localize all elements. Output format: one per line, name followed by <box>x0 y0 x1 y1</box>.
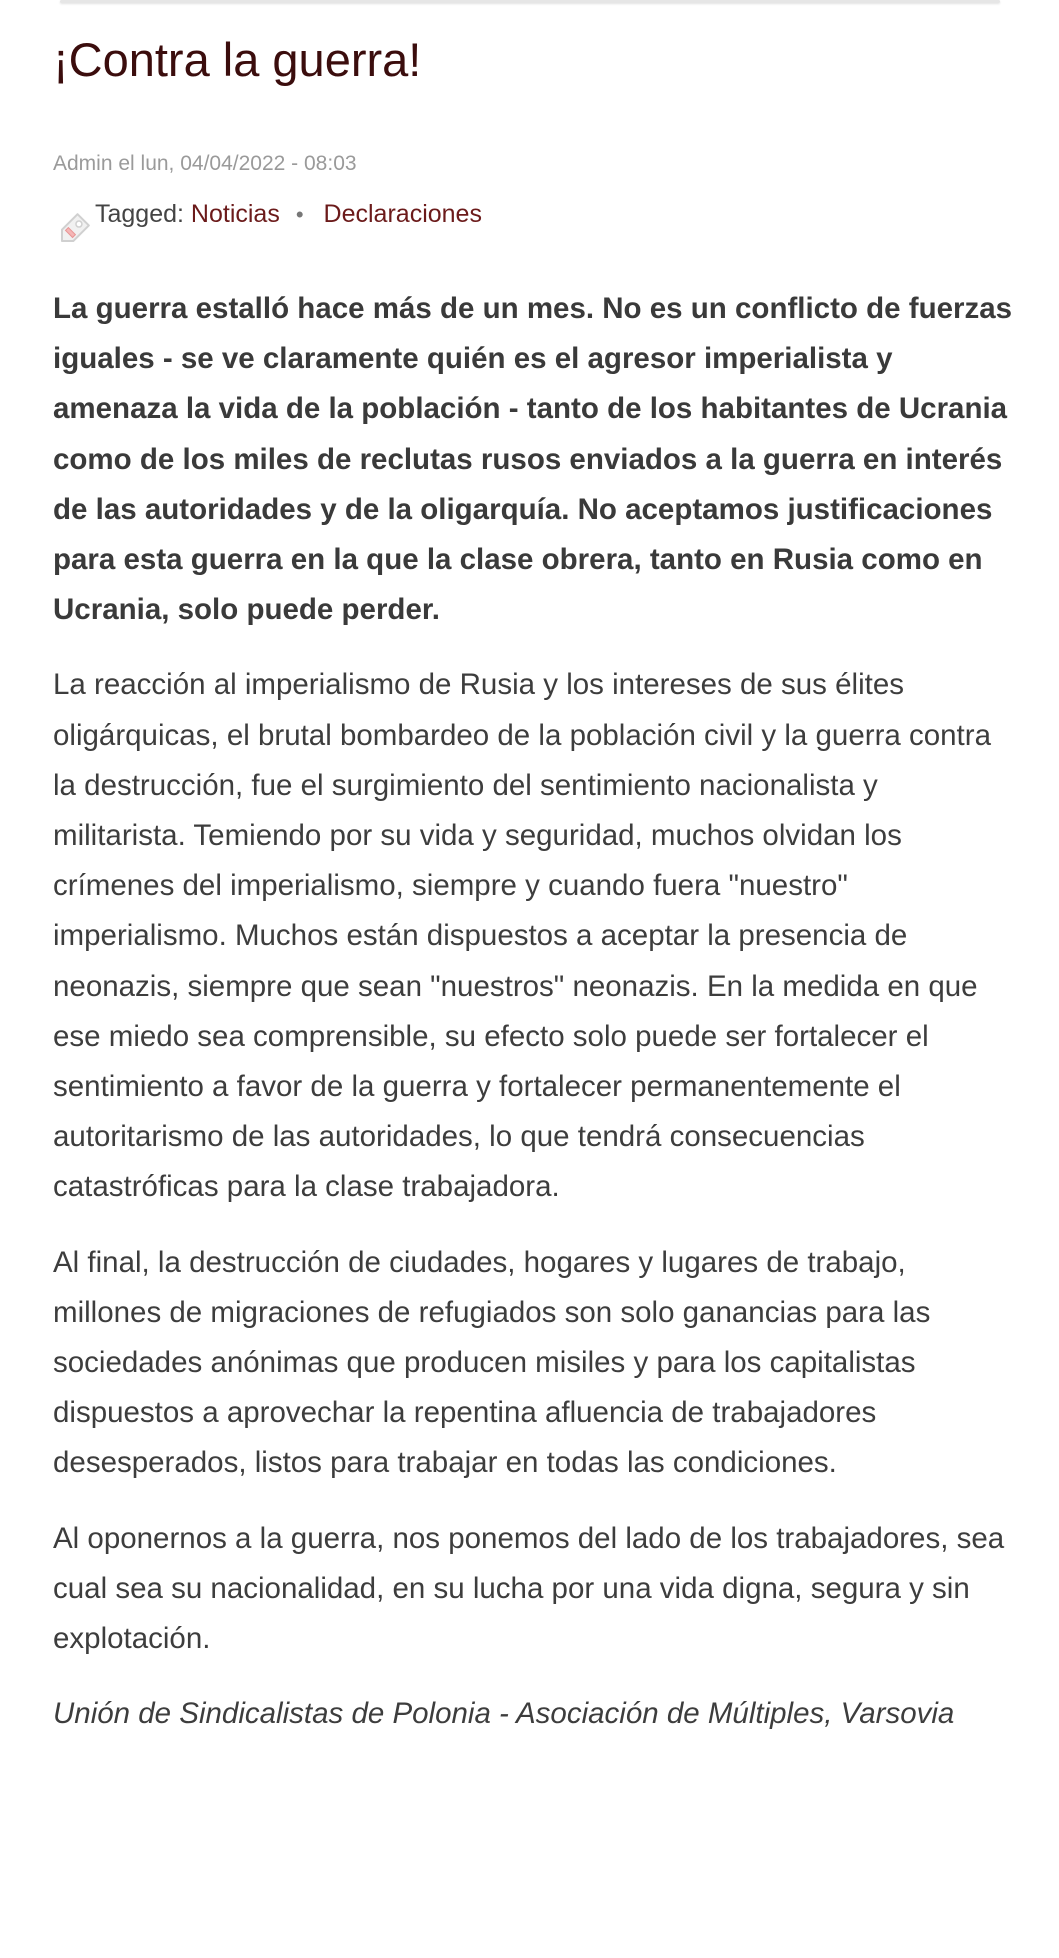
lead-paragraph: La guerra estalló hace más de un mes. No es un conflicto de fuerzas iguales - se ve claramente quién es el agresor imperialista y amenaza la vida de la población - tanto de los habitantes de Ucrania como de los miles de reclutas rusos enviados a la guerra en interés de las autoridades y de la oligarquía. No aceptamos justificaciones para esta guerra en la que la clase obrera, tanto en Rusia como en Ucrania, solo puede perder. <box>53 292 1013 627</box>
signature: Unión de Sindicalistas de Polonia - Asociación de Múltiples, Varsovia <box>53 1697 955 1731</box>
tag-link-noticias[interactable]: Noticias <box>190 200 280 228</box>
tag-link-declaraciones[interactable]: Declaraciones <box>323 200 482 228</box>
article-body <box>53 284 1013 1764</box>
top-shadow-divider <box>60 0 1000 3</box>
tags-label: Tagged: <box>95 200 191 228</box>
body-paragraph-3: Al final, la destrucción de ciudades, hogares y lugares de trabajo, millones de migraciones de refugiados son solo ganancias para las sociedades anónimas que producen misiles y para los capitalistas dispuestos a aprovechar la repentina afluencia de trabajadores desesperados, listos para trabajar en todas las condiciones. <box>53 1245 931 1480</box>
tag-icon <box>53 208 95 250</box>
tags-text <box>95 198 482 231</box>
post-meta: Admin el lun, 04/04/2022 - 08:03 <box>53 152 357 175</box>
body-paragraph-4: Al oponernos a la guerra, nos ponemos del lado de los trabajadores, sea cual sea su nacionalidad, en su lucha por una vida digna, segura y sin explotación. <box>53 1521 1005 1656</box>
tag-separator: • <box>295 202 304 227</box>
body-paragraph-2: La reacción al imperialismo de Rusia y los intereses de sus élites oligárquicas, el brutal bombardeo de la población civil y la guerra contra la destrucción, fue el surgimiento del sentimiento nacionalista y militarista. Temiendo por su vida y seguridad, muchos olvidan los crímenes del imperialismo, siempre y cuando fuera "nuestro" imperialismo. Muchos están dispuestos a aceptar la presencia de neonazis, siempre que sean "nuestros" neonazis. En la medida en que ese miedo sea comprensible, su efecto solo puede ser fortalecer el sentimiento a favor de la guerra y fortalecer permanentemente el autoritarismo de las autoridades, lo que tendrá consecuencias catastróficas para la clase trabajadora. <box>53 668 991 1204</box>
page-title: ¡Contra la guerra! <box>53 33 422 86</box>
